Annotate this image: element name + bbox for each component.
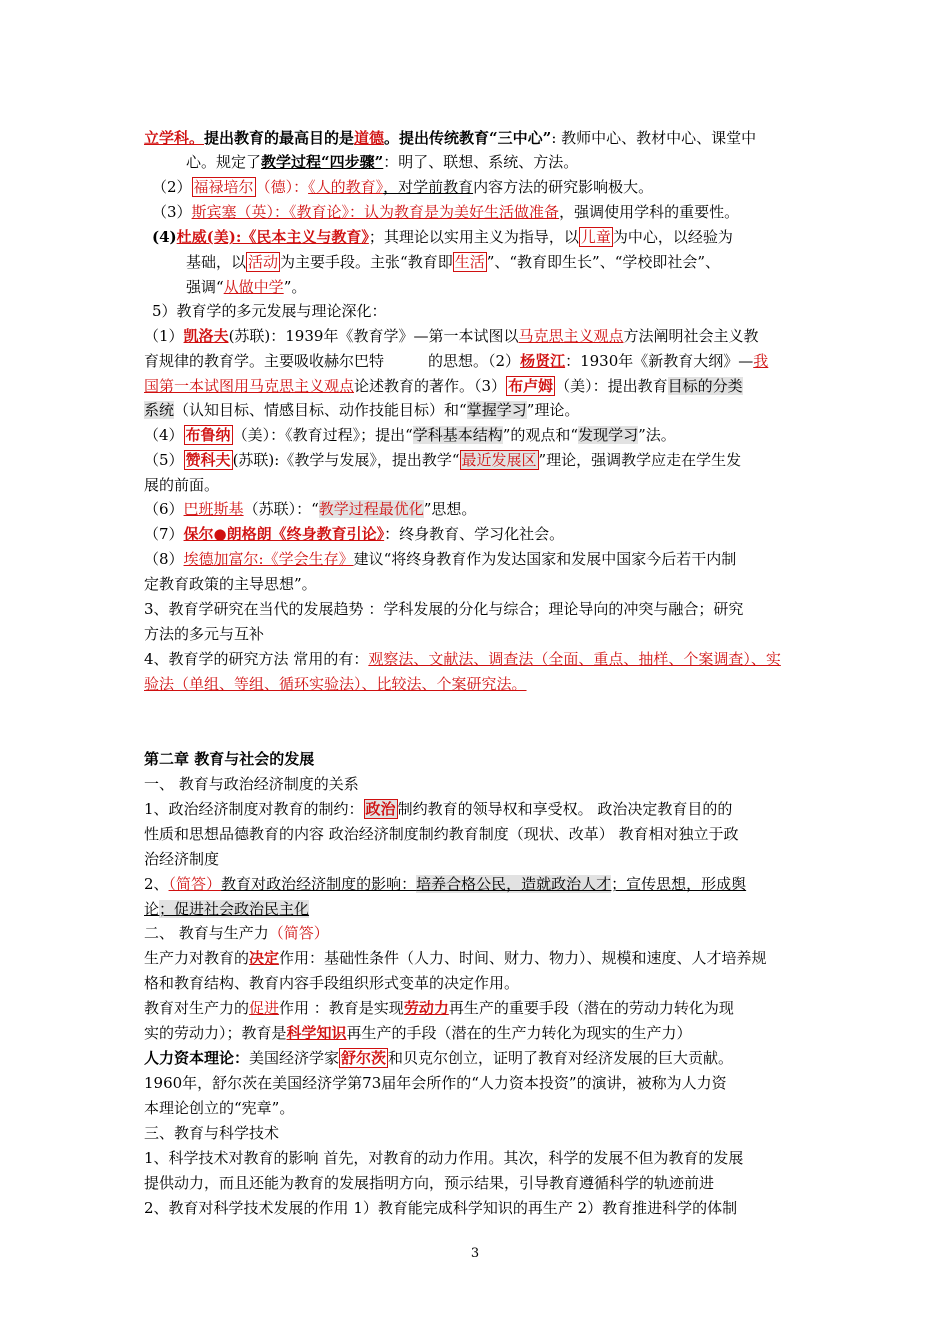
shaded-text: 教学过程最优化: [318, 500, 424, 518]
highlight-text: 埃德加富尔:《学会生存》: [183, 550, 354, 568]
text-segment: 1、政治经济制度对教育的制约：: [144, 800, 364, 818]
text-segment: (苏联)：1939年《教育学》—第一本试图以: [228, 327, 519, 345]
text-segment: （美）：提出教育: [555, 377, 668, 395]
highlight-text: （简答）: [168, 875, 222, 893]
text-line: [144, 1021, 808, 1045]
highlight-text: 劳动力: [403, 999, 449, 1017]
boxed-text: 生活: [454, 253, 485, 271]
bold-text: 教学过程“四步骤”: [261, 153, 384, 171]
text-segment: （6）: [144, 500, 184, 518]
text-line: [144, 797, 808, 821]
text-segment: （2）: [152, 178, 192, 196]
shaded-text: 系统: [144, 401, 175, 419]
text-segment: 实的劳动力）；教育是: [144, 1024, 287, 1042]
text-line: [144, 374, 808, 398]
text-segment: ”的观点和“: [502, 426, 579, 444]
shaded-text: 目标的分类: [667, 377, 743, 395]
text-segment: 1、科学技术对教育的影响 首先，对教育的动力作用。其次，科学的发展不但为教育的发展: [144, 1149, 744, 1167]
text-segment: 和贝克尔创立，证明了教育对经济发展的巨大贡献。: [388, 1049, 734, 1067]
text-segment: （4）: [144, 426, 184, 444]
text-segment: （8）: [144, 550, 184, 568]
text-segment: 方法的多元与互补: [144, 625, 265, 643]
shaded-text: 发现学习: [578, 426, 639, 444]
highlight-text: 观察法、文献法、调查法（全面、重点、抽样、个案调查）、实: [368, 650, 781, 668]
highlight-text: 决定: [249, 949, 280, 967]
text-segment: : 教师中心、教材中心、课堂中: [551, 129, 757, 147]
text-segment: ，强调使用学科的重要性。: [559, 203, 740, 221]
text-segment: 性质和思想品德教育的内容 政治经济制度制约教育制度（现状、改革） 教育相对独立于政: [144, 825, 739, 843]
text-line: [144, 622, 808, 646]
text-segment: 2、教育对科学技术发展的作用 1）教育能完成科学知识的再生产 2）教育推进科学的体制: [144, 1199, 738, 1217]
highlight-text: 道德: [354, 129, 385, 147]
text-segment: （7）: [144, 525, 184, 543]
text-segment: ；其理论以实用主义为指导，以: [368, 228, 579, 246]
boxed-text: 布鲁纳: [185, 426, 231, 444]
text-line: [152, 299, 808, 323]
text-segment: （3）: [152, 203, 192, 221]
highlight-text: 科学知识: [286, 1024, 347, 1042]
text-segment: 1960年，舒尔茨在美国经济学第73届年会所作的“人力资本投资”的演讲，被称为人力资: [144, 1074, 727, 1092]
text-segment: (4): [152, 228, 177, 246]
text-line: [144, 497, 808, 521]
text-segment: （1）: [144, 327, 184, 345]
text-line: [186, 150, 808, 174]
text-segment: 三、教育与科学技术: [144, 1124, 280, 1142]
chapter-heading: [144, 747, 808, 771]
text-segment: 作用 ：教育是实现: [279, 999, 404, 1017]
text-line: [152, 225, 808, 249]
bold-text: 人力资本理论：: [144, 1049, 250, 1067]
text-line: [144, 324, 808, 348]
text-segment: 作用：基础性条件（人力、时间、财力、物力）、规模和速度、人才培养规: [279, 949, 767, 967]
text-line: [144, 473, 808, 497]
text-segment: 育规律的教育学。主要吸收赫尔巴特: [144, 352, 385, 370]
text-line: [144, 971, 808, 995]
boxed-text: 舒尔茨: [341, 1049, 387, 1067]
text-line: [144, 1096, 808, 1120]
highlight-text: 巴班斯基: [183, 500, 244, 518]
text-line: [144, 822, 808, 846]
text-line: [144, 897, 808, 921]
text-segment: ；宣传思想，形成舆: [611, 875, 747, 893]
shaded-text: 培养合格公民，造就政治人才: [416, 875, 612, 893]
text-segment: ”、“教育即生长”、“学校即社会”、: [486, 253, 721, 271]
text-line: [144, 1071, 808, 1095]
text-segment: ”理论。: [526, 401, 580, 419]
text-line: [144, 597, 808, 621]
text-line: [186, 250, 808, 274]
boxed-text: 活动: [248, 253, 279, 271]
highlight-text: 促进: [249, 999, 280, 1017]
text-line: [144, 996, 808, 1020]
text-segment: 基础，以: [186, 253, 247, 271]
highlight-text: 验法（单组、等组、循环实验法）、比较法、个案研究法。: [144, 675, 527, 693]
text-segment: 3、教育学研究在当代的发展趋势 ：学科发展的分化与综合；理论导向的冲突与融合；研究: [144, 600, 744, 618]
highlight-text: 《人的教育》: [308, 178, 384, 196]
text-segment: 教育对政治经济制度的影响：: [221, 875, 417, 893]
text-line: [144, 572, 808, 596]
text-line: [144, 398, 808, 422]
text-segment: （苏联）：“: [243, 500, 319, 518]
text-segment: 美国经济学家: [249, 1049, 340, 1067]
highlight-text: 凯洛夫: [183, 327, 229, 345]
text-segment: （5）: [144, 451, 184, 469]
highlight-text: （德）：: [255, 178, 309, 196]
text-line: [152, 200, 808, 224]
boxed-text: 儿童: [580, 228, 611, 246]
highlight-text: 杜威(美):《民本主义与教育》: [176, 228, 369, 246]
text-segment: 一、 教育与政治经济制度的关系: [144, 775, 359, 793]
text-segment: 制约教育的领导权和享受权。 政治决定教育目的的: [397, 800, 733, 818]
text-line: [144, 672, 808, 696]
text-line: [144, 1196, 808, 1220]
bold-text: 。提出传统教育“三中心”: [384, 129, 552, 147]
text-line: [144, 872, 808, 896]
shaded-text: ；促进社会政治民主化: [159, 900, 310, 918]
text-line: [144, 547, 808, 571]
text-line: [152, 175, 808, 199]
text-line: [144, 1121, 808, 1145]
boxed-text: 布卢姆: [508, 377, 554, 395]
shaded-text: 学科基本结构: [412, 426, 503, 444]
page-number: 3: [470, 1246, 480, 1261]
text-line: [144, 921, 808, 945]
text-segment: ，对学前教育: [383, 178, 474, 196]
text-segment: 心。规定了: [186, 153, 262, 171]
text-segment: 提供动力，而且还能为教育的发展指明方向，预示结果，引导教育遵循科学的轨迹前进: [144, 1174, 715, 1192]
boxed-text: 政治: [365, 800, 396, 818]
highlight-text: 立学科。: [144, 129, 205, 147]
boxed-text: 最近发展区: [461, 451, 537, 469]
boxed-text: 赞科夫: [185, 451, 231, 469]
text-segment: ”。: [283, 278, 307, 296]
text-segment: 二、 教育与生产力: [144, 924, 269, 942]
text-segment: 内容方法的研究影响极大。: [473, 178, 654, 196]
text-segment: (苏联):《教学与发展》，提出教学“: [232, 451, 460, 469]
text-segment: 论述教育的著作。（3）: [354, 377, 507, 395]
text-segment: 本理论创立的“宪章”。: [144, 1099, 295, 1117]
highlight-text: （简答）: [268, 924, 329, 942]
text-segment: 定教育政策的主导思想”。: [144, 575, 317, 593]
text-segment: 生产力对教育的: [144, 949, 250, 967]
text-segment: ”理论，强调教学应走在学生发: [538, 451, 742, 469]
highlight-text: 我: [753, 352, 769, 370]
text-segment: 2、: [144, 875, 169, 893]
highlight-text: 从做中学: [223, 278, 284, 296]
boxed-text: 福禄培尔: [193, 178, 254, 196]
highlight-text: 保尔●朗格朗《终身教育引论》: [183, 525, 385, 543]
text-line: [144, 349, 808, 373]
text-segment: 强调“: [186, 278, 224, 296]
text-segment: 格和教育结构、教育内容手段组织形式变革的决定作用。: [144, 974, 520, 992]
text-segment: （认知目标、情感目标、动作技能目标）和“: [174, 401, 467, 419]
highlight-text: 马克思主义观点: [518, 327, 624, 345]
text-segment: 建议“将终身教育作为发达国家和发展中国家今后若干内制: [353, 550, 737, 568]
shaded-text: 掌握学习: [466, 401, 527, 419]
text-segment: 的思想。（2）: [428, 352, 521, 370]
highlight-text: 杨贤江: [520, 352, 566, 370]
text-segment: ：明了、联想、系统、方法。: [383, 153, 579, 171]
text-line: [144, 1046, 808, 1070]
text-line: [144, 522, 808, 546]
text-segment: 论: [144, 900, 160, 918]
highlight-text: 斯宾塞（英）：《教育论》：认为教育是为美好生活做准备: [191, 203, 560, 221]
text-segment: 展的前面。: [144, 476, 220, 494]
text-segment: 为中心，以经验为: [612, 228, 733, 246]
text-line: [144, 1171, 808, 1195]
text-line: [144, 946, 808, 970]
text-line: [144, 126, 808, 150]
bold-text: 提出教育的最高目的是: [204, 129, 355, 147]
text-line: [144, 847, 808, 871]
highlight-text: 国第一本试图用马克思主义观点: [144, 377, 355, 395]
text-segment: ：1930年《新教育大纲》—: [565, 352, 754, 370]
text-line: [144, 1146, 808, 1170]
heading-text: 第二章 教育与社会的发展: [144, 750, 315, 768]
text-segment: 方法阐明社会主义教: [623, 327, 759, 345]
text-line: [144, 647, 808, 671]
text-segment: ：终身教育、学习化社会。: [384, 525, 565, 543]
text-segment: ”思想。: [423, 500, 477, 518]
text-segment: 5）教育学的多元发展与理论深化：: [152, 302, 387, 320]
text-segment: 为主要手段。主张“教育即: [280, 253, 453, 271]
text-segment: 再生产的重要手段（潜在的劳动力转化为现: [448, 999, 734, 1017]
text-segment: （美）：《教育过程》；提出“: [232, 426, 413, 444]
text-segment: 治经济制度: [144, 850, 220, 868]
text-line: [144, 772, 808, 796]
text-segment: 4、教育学的研究方法 常用的有：: [144, 650, 369, 668]
text-line: [186, 275, 808, 299]
text-line: [144, 423, 808, 447]
text-line: [144, 448, 808, 472]
text-segment: 教育对生产力的: [144, 999, 250, 1017]
text-segment: ”法。: [638, 426, 676, 444]
text-segment: 再生产的手段（潜在的生产力转化为现实的生产力）: [346, 1024, 692, 1042]
